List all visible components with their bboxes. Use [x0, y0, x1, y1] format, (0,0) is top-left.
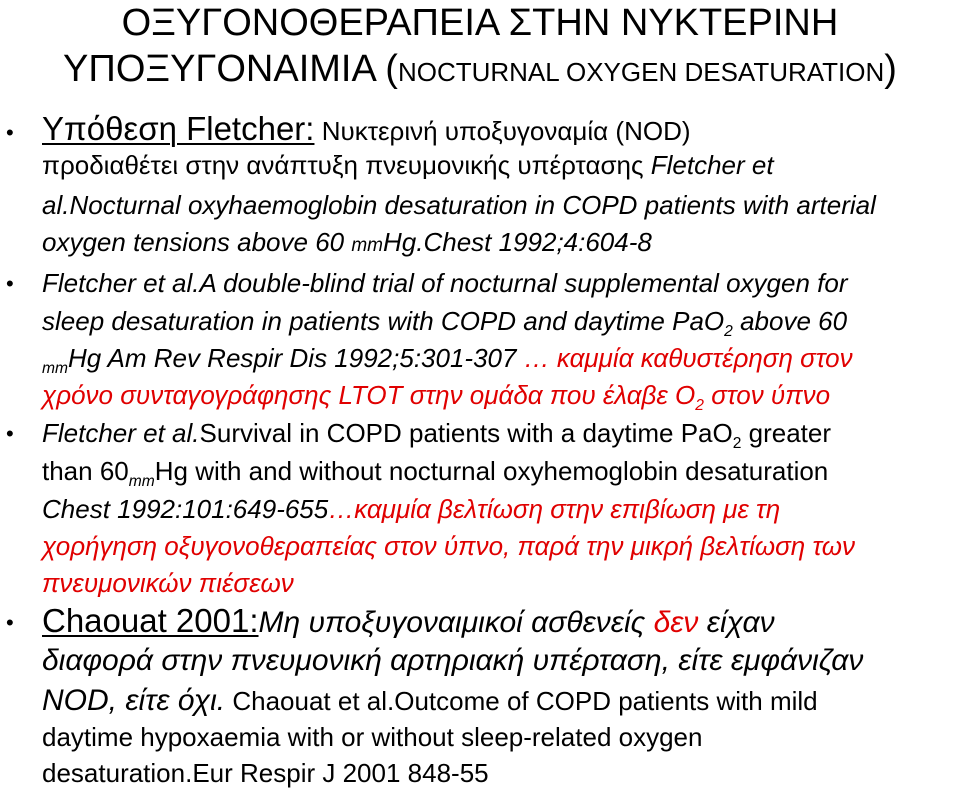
- title-line-2: ΥΠΟΞΥΓΟΝΑΙΜΙΑ (NOCTURNAL OXYGEN DESATURATION): [63, 48, 897, 90]
- bullet-icon: •: [6, 421, 14, 446]
- bullet-icon: •: [6, 610, 14, 635]
- slide-title: [0, 0, 960, 95]
- title-line-1: ΟΞΥΓΟΝΟΘΕΡΑΠΕΙΑ ΣΤΗΝ ΝΥΚΤΕΡΙΝΗ: [121, 2, 839, 44]
- bullet-icon: •: [6, 271, 14, 296]
- bullet-heading: Chaouat 2001:: [42, 602, 259, 639]
- bullet-heading: Υπόθεση Fletcher:: [42, 110, 315, 147]
- bullet-icon: •: [6, 120, 14, 145]
